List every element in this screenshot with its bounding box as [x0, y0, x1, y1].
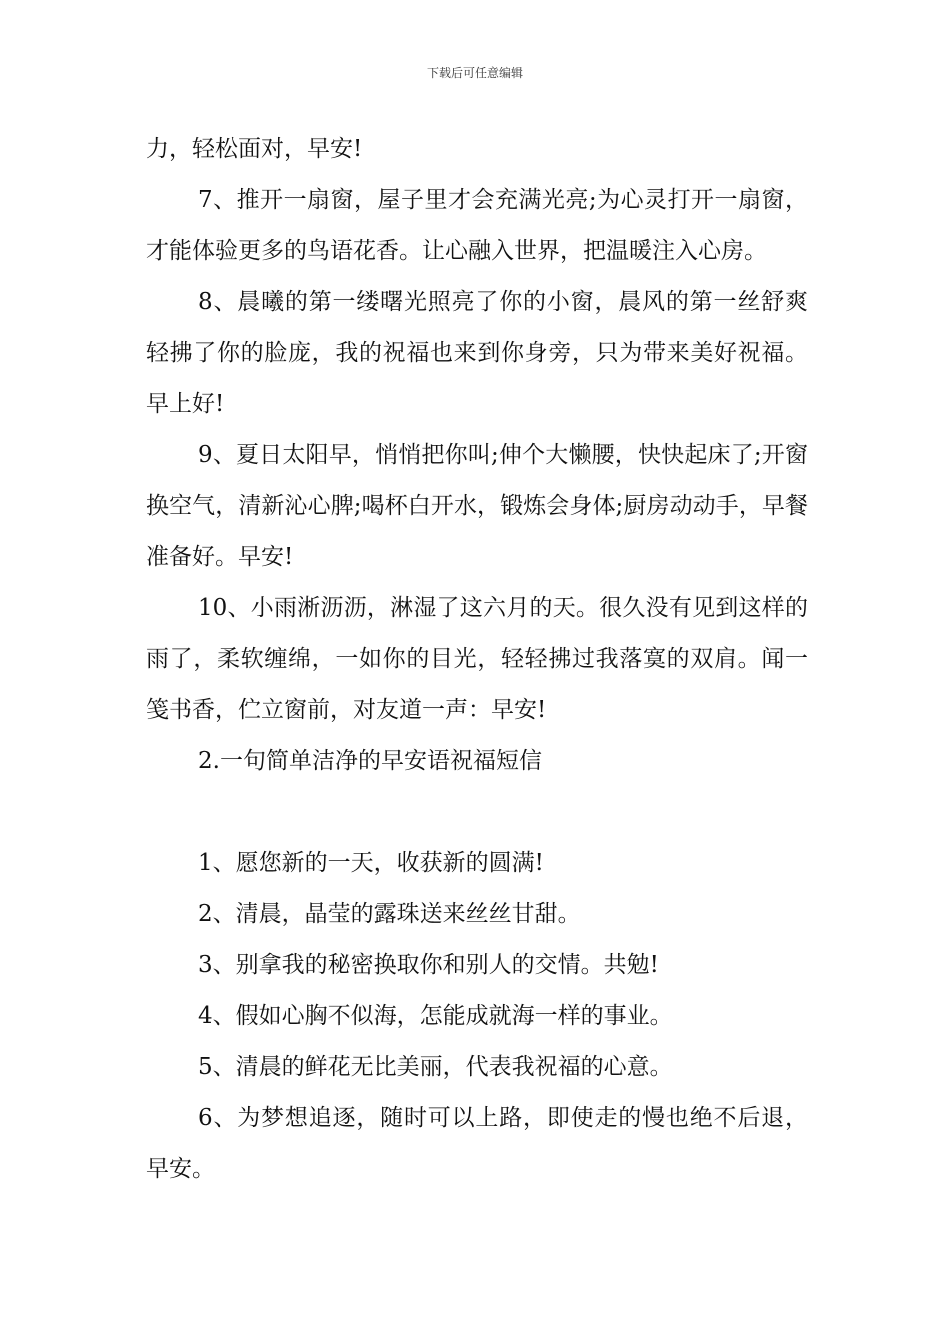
document-body — [146, 124, 808, 1195]
list-item: 9、夏日太阳早，悄悄把你叫;伸个大懒腰，快快起床了;开窗换空气，清新沁心脾;喝杯白开水，锻炼会身体;厨房动动手，早餐准备好。早安! — [146, 442, 808, 570]
continued-paragraph: 力，轻松面对，早安! — [146, 136, 363, 162]
list-item: 2、清晨，晶莹的露珠送来丝丝甘甜。 — [198, 901, 581, 927]
list-item: 10、小雨淅沥沥，淋湿了这六月的天。很久没有见到这样的雨了，柔软缠绵，一如你的目光，轻轻拂过我落寞的双肩。闻一笺书香，伫立窗前，对友道一声：早安! — [146, 595, 808, 723]
list-item: 7、推开一扇窗，屋子里才会充满光亮;为心灵打开一扇窗，才能体验更多的鸟语花香。让心融入世界，把温暖注入心房。 — [146, 187, 808, 264]
page-header-note: 下载后可任意编辑 — [426, 66, 523, 80]
section-title: 2.一句简单洁净的早安语祝福短信 — [198, 748, 542, 774]
list-item: 6、为梦想追逐，随时可以上路，即使走的慢也绝不后退，早安。 — [146, 1105, 808, 1182]
list-item: 8、晨曦的第一缕曙光照亮了你的小窗，晨风的第一丝舒爽轻拂了你的脸庞，我的祝福也来到你身旁，只为带来美好祝福。早上好! — [146, 289, 808, 417]
list-item: 1、愿您新的一天，收获新的圆满! — [198, 850, 544, 876]
list-item: 4、假如心胸不似海，怎能成就海一样的事业。 — [198, 1003, 673, 1029]
list-item: 3、别拿我的秘密换取你和别人的交情。共勉! — [198, 952, 659, 978]
section-spacer — [146, 787, 808, 838]
list-item: 5、清晨的鲜花无比美丽，代表我祝福的心意。 — [198, 1054, 673, 1080]
